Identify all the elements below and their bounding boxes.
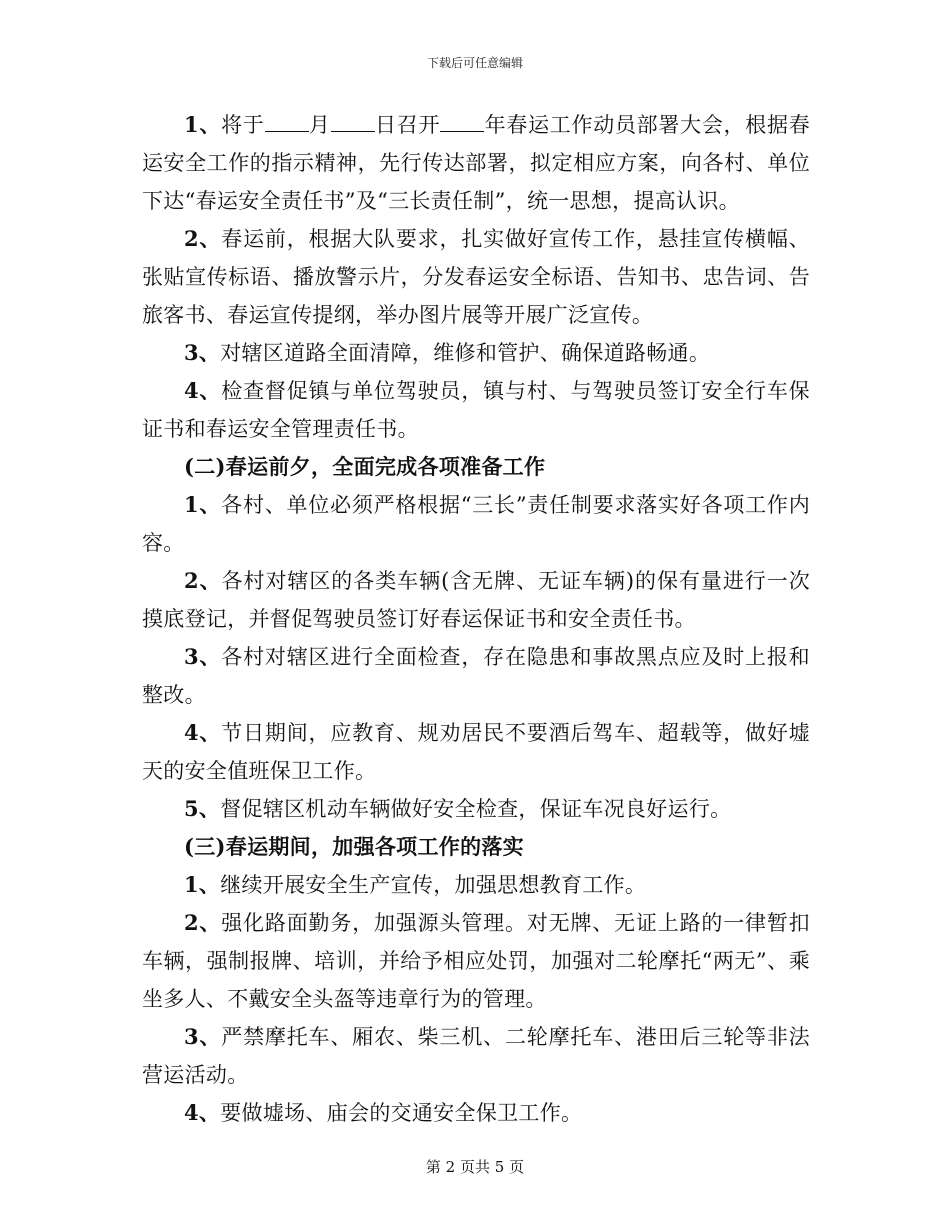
paragraph-text: 月 — [308, 113, 331, 137]
paragraph-text: 检查督促镇与单位驾驶员，镇与村、与驾驶员签订安全行车保证书和春运安全管理责任书。 — [142, 379, 810, 441]
paragraph-4 — [142, 372, 810, 448]
paragraph-text: 春运前，根据大队要求，扎实做好宣传工作，悬挂宣传横幅、张贴宣传标语、播放警示片，分发春运安全标语、告知书、忠告词、告旅客书、春运宣传提纲，举办图片展等开展广泛宣传。 — [142, 227, 810, 327]
page-header-note: 下载后可任意编辑 — [426, 56, 523, 70]
section-heading-3: (三)春运期间，加强各项工作的落实 — [184, 834, 524, 859]
section2-item — [142, 486, 810, 562]
section2-item — [142, 562, 810, 638]
page-footer-number: 第 2 页共 5 页 — [425, 1158, 525, 1176]
blank-line — [265, 111, 309, 132]
section3-item — [142, 866, 810, 904]
item-number: 3、 — [184, 340, 221, 365]
item-number: 1、 — [184, 112, 222, 137]
paragraph-text: 年春运工作动员部署大会，根据春运安全工作的指示精神，先行传达部署，拟定相应方案，向各村、单位下达“春运安全责任书”及“三长责任制”，统一思想，提高认识。 — [142, 113, 810, 213]
section2-item — [142, 714, 810, 790]
blank-line — [331, 111, 375, 132]
paragraph-text: 要做墟场、庙会的交通安全保卫工作。 — [220, 1101, 583, 1125]
blank-line — [440, 111, 484, 132]
paragraph-1 — [142, 106, 810, 220]
paragraph-text: 各村、单位必须严格根据“三长”责任制要求落实好各项工作内容。 — [142, 493, 810, 555]
paragraph-text: 将于 — [221, 113, 265, 137]
item-number: 4、 — [184, 378, 222, 403]
item-number: 3、 — [184, 1024, 222, 1049]
paragraph-text: 日召开 — [374, 113, 441, 137]
paragraph-text: 各村对辖区进行全面检查，存在隐患和事故黑点应及时上报和整改。 — [142, 645, 810, 707]
paragraph-text: 继续开展安全生产宣传，加强思想教育工作。 — [220, 873, 647, 897]
item-number: 5、 — [184, 796, 221, 821]
paragraph-text: 对辖区道路全面清障，维修和管护、确保道路畅通。 — [220, 341, 711, 365]
section3-item — [142, 1094, 810, 1132]
section2-item — [142, 790, 810, 828]
paragraph-text: 节日期间，应教育、规劝居民不要酒后驾车、超载等，做好墟天的安全值班保卫工作。 — [142, 721, 810, 783]
item-number: 1、 — [184, 492, 222, 517]
paragraph-text: 各村对辖区的各类车辆(含无牌、无证车辆)的保有量进行一次摸底登记，并督促驾驶员签订好春运保证书和安全责任书。 — [142, 569, 810, 631]
item-number: 2、 — [184, 226, 222, 251]
item-number: 2、 — [184, 568, 222, 593]
document-body — [142, 106, 810, 1132]
paragraph-text: 强化路面勤务，加强源头管理。对无牌、无证上路的一律暂扣车辆，强制报牌、培训，并给予相应处罚，加强对二轮摩托“两无”、乘坐多人、不戴安全头盔等违章行为的管理。 — [142, 911, 810, 1011]
section3-item — [142, 1018, 810, 1094]
paragraph-text: 严禁摩托车、厢农、柴三机、二轮摩托车、港田后三轮等非法营运活动。 — [142, 1025, 810, 1087]
item-number: 4、 — [184, 1100, 221, 1125]
section-heading-2: (二)春运前夕，全面完成各项准备工作 — [184, 454, 546, 479]
paragraph-3 — [142, 334, 810, 372]
item-number: 1、 — [184, 872, 221, 897]
paragraph-2 — [142, 220, 810, 334]
item-number: 4、 — [184, 720, 222, 745]
section3-item — [142, 904, 810, 1018]
item-number: 3、 — [184, 644, 222, 669]
paragraph-text: 督促辖区机动车辆做好安全检查，保证车况良好运行。 — [220, 797, 732, 821]
section2-item — [142, 638, 810, 714]
item-number: 2、 — [184, 910, 222, 935]
